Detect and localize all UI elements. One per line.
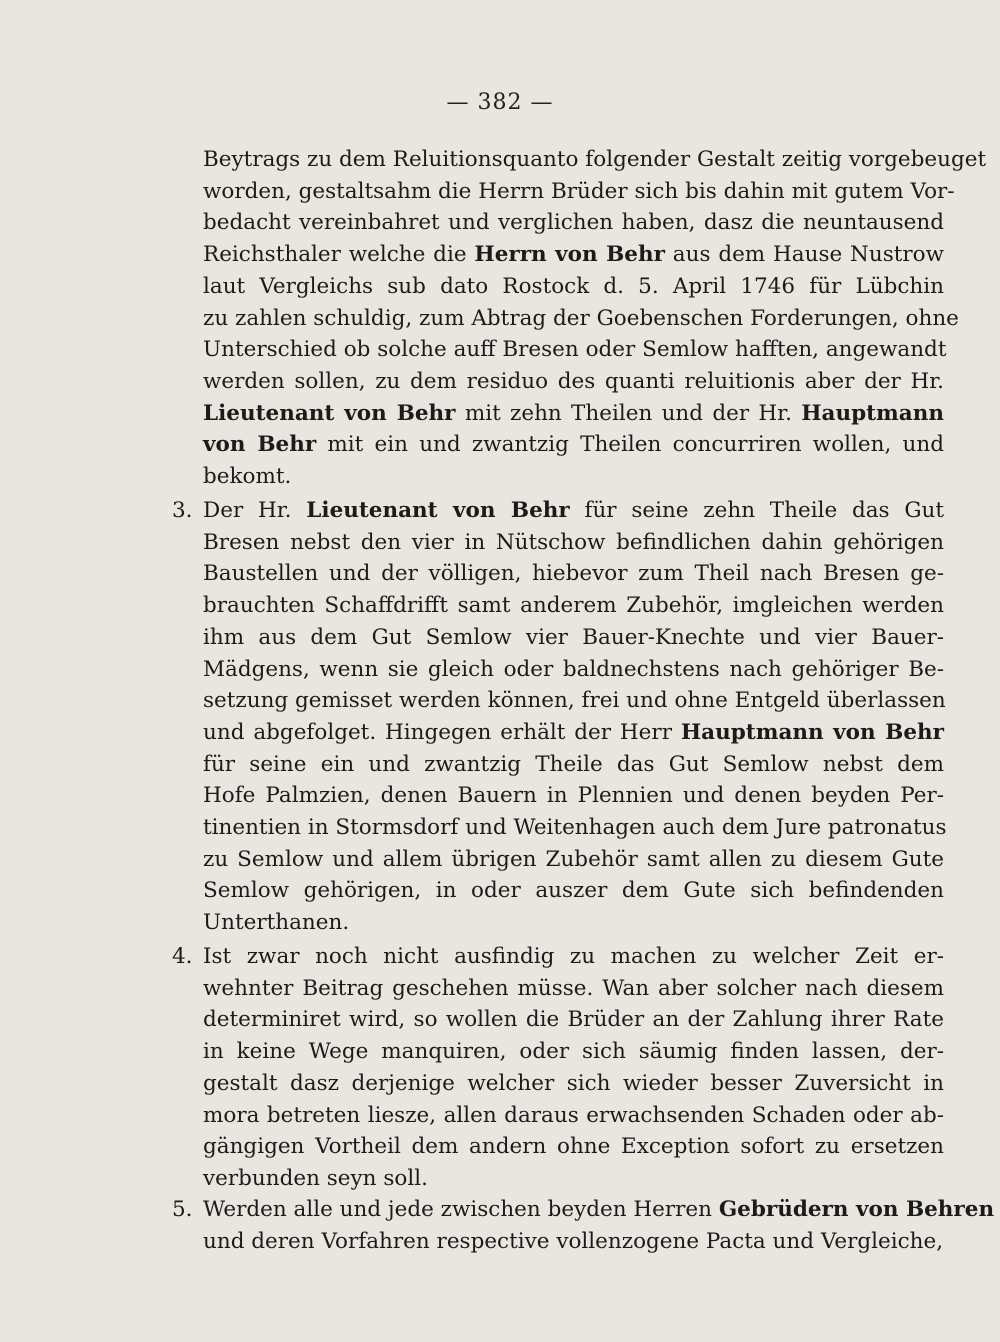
text-run: Bresen nebst den vier in Nütschow befindlichen dahin gehörigen [203,529,944,555]
text-run: verbunden seyn soll. [203,1165,428,1191]
text-run: tinentien in Stormsdorf und Weitenhagen auch dem Jure patronatus [203,815,947,840]
bold-name: Herrn von Behr [474,242,665,268]
bold-name: von Behr [203,432,317,458]
list-number: 4. [172,944,193,969]
text-line [203,876,944,906]
text-line [203,208,944,238]
text-run: in keine Wege manquiren, oder sich säumig finden lassen, der- [203,1039,944,1065]
text-run: Der Hr. [203,498,307,523]
text-line [203,591,944,621]
text-run: bedacht vereinbahret und verglichen haben, dasz die neuntausend [203,210,944,236]
text-run: und abgefolget. Hingegen erhält der Herr [203,719,681,745]
bold-name: Lieutenant von Behr [203,400,456,426]
text-line [203,1132,944,1162]
text-run: für seine ein und zwantzig Theile das Gut Semlow nebst dem [203,751,944,777]
text-line [203,496,944,526]
text-run: bekomt. [203,464,292,489]
text-run: mora betreten liesze, allen daraus erwachsenden Schaden oder ab- [203,1102,944,1128]
text-run: mit ein und zwantzig Theilen concurriren wollen, und [316,432,944,458]
text-run: gestalt dasz derjenige welcher sich wieder besser Zuversicht in [203,1070,944,1096]
text-run: mit zehn Theilen und der Hr. [455,400,802,426]
text-line [203,304,959,334]
text-line [203,655,944,685]
text-line [203,1037,944,1067]
text-run: Ist zwar noch nicht ausfindig zu machen zu welcher Zeit er- [203,944,944,969]
text-line [203,845,944,875]
text-line [203,908,944,938]
text-run: Hofe Palmzien, denen Bauern in Plennien und denen beyden Per- [203,783,944,809]
text-line [203,430,944,460]
page-number: — 382 — [446,90,554,115]
text-line [203,974,944,1004]
text-line [203,1227,944,1257]
text-line [203,781,944,811]
bold-name: Hauptmann [801,400,944,426]
text-line [203,623,944,653]
text-line [203,1069,944,1099]
text-run: Werden alle und jede zwischen beyden Herren [203,1197,719,1222]
text-line [203,1195,995,1225]
text-line [203,528,944,558]
text-line [203,367,944,397]
text-run: für seine zehn Theile das Gut [569,498,944,523]
text-run: determiniret wird, so wollen die Brüder an der Zahlung ihrer Rate [203,1007,944,1033]
text-run: Unterschied ob solche auff Bresen oder Semlow hafften, angewandt [203,337,947,363]
text-line [203,1005,944,1035]
bold-name: Lieutenant von Behr [306,498,570,523]
text-run: Semlow gehörigen, in oder auszer dem Gute sich befindenden [203,878,944,904]
text-run: gängigen Vortheil dem andern ohne Exception sofort zu ersetzen [203,1134,944,1160]
text-run: worden, gestaltsahm die Herrn Brüder sich bis dahin mit gutem Vor- [203,178,955,204]
text-run: Unterthanen. [203,910,350,936]
text-run: Mädgens, wenn sie gleich oder baldnechstens nach gehöriger Be- [203,656,944,682]
text-run: und deren Vorfahren respective vollenzogene Pacta und Vergleiche, [203,1228,944,1254]
text-run: zu zahlen schuldig, zum Abtrag der Goebenschen Forderungen, ohne [203,305,959,331]
text-run: Baustellen und der völligen, hiebevor zum Theil nach Bresen ge- [203,561,944,587]
text-run: ihm aus dem Gut Semlow vier Bauer-Knechte und vier Bauer- [203,624,944,650]
text-run: werden sollen, zu dem residuo des quanti reluitionis aber der Hr. [203,368,944,394]
text-run: brauchten Schaffdrifft samt anderem Zubehör, imgleichen werden [203,593,944,619]
text-line [203,942,944,972]
list-number: 5. [172,1197,193,1222]
text-line [203,462,944,492]
text-line [203,813,947,843]
text-line [203,686,944,716]
list-number: 3. [172,498,193,523]
text-line [203,559,944,589]
text-run: Beytrags zu dem Reluitionsquanto folgender Gestalt zeitig vorgebeuget [203,147,987,172]
text-run: laut Vergleichs sub dato Rostock d. 5. April 1746 für Lübchin [203,273,944,299]
text-line [203,1164,944,1194]
text-line [203,240,944,270]
text-run: wehnter Beitrag geschehen müsse. Wan aber solcher nach diesem [203,975,944,1001]
bold-name: Gebrüdern von Behren [718,1197,995,1222]
text-line [203,177,955,207]
text-line [203,750,944,780]
text-run: Reichsthaler welche die [203,242,475,268]
text-line [203,399,944,429]
bold-name: Hauptmann von Behr [680,719,944,745]
text-line [203,718,944,748]
text-line [203,335,947,365]
text-run: aus dem Hause Nustrow [664,242,944,268]
text-run: zu Semlow und allem übrigen Zubehör samt allen zu diesem Gute [203,846,944,872]
text-run: setzung gemisset werden können, frei und ohne Entgeld überlassen [203,688,946,714]
text-line [203,145,987,175]
text-line [203,1101,944,1131]
text-line [203,272,944,302]
